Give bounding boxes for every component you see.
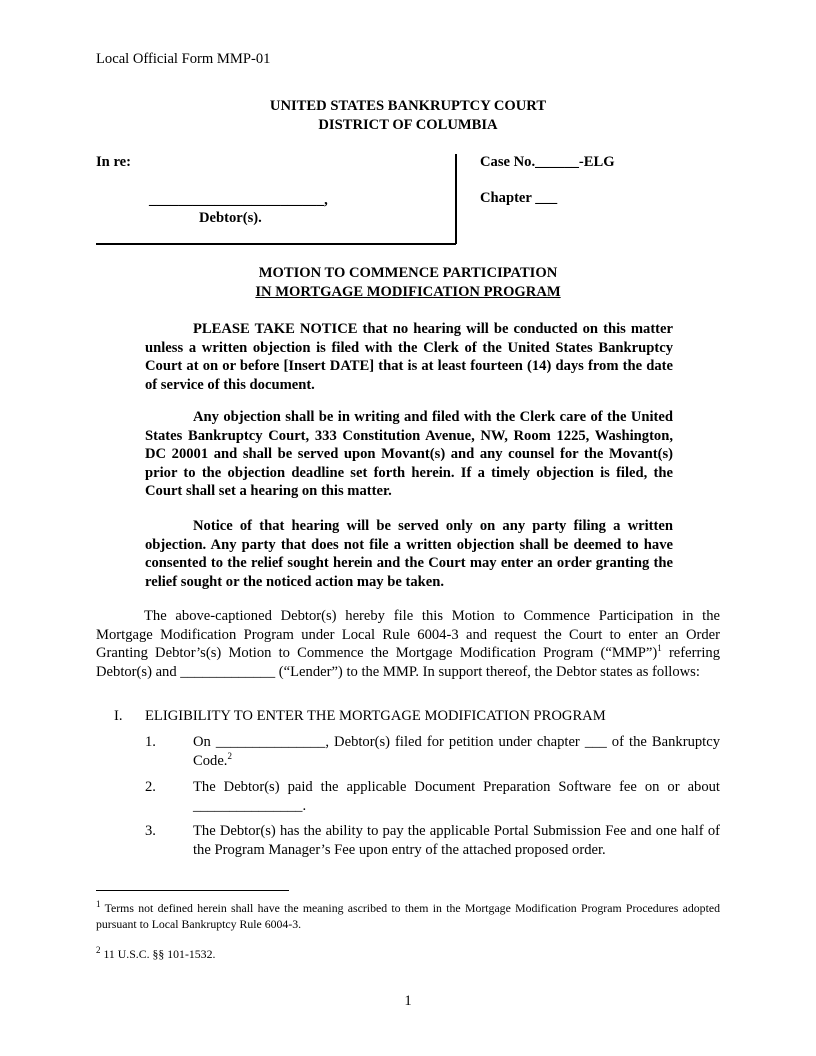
list-item [145,822,720,859]
court-district: DISTRICT OF COLUMBIA [318,117,498,133]
footnote-text: 11 U.S.C. §§ 101-1532. [103,947,216,961]
chapter-label: Chapter [480,190,532,206]
footnote-text: Terms not defined herein shall have the meaning ascribed to them in the Mortgage Modification Program Procedures adopted pursuant to Local Bankruptcy Rule 6004-3. [96,901,720,931]
chapter [480,189,557,208]
debtor-name-blank: ________________________, [149,192,328,208]
court-name: UNITED STATES BANKRUPTCY COURT [269,98,547,114]
intro-text-part2: referring Debtor(s) and _____________ (“Lender”) to the MMP. In support thereof, the Debtor states as follows: [96,645,720,680]
list-item [145,733,720,770]
item-text: On _______________, Debtor(s) filed for petition under chapter ___ of the Bankruptcy Code. [193,734,720,769]
caption-bottom-rule [96,243,456,245]
footnote-mark: 2 [96,945,101,956]
caption-vertical-rule [455,154,457,244]
intro-paragraph [96,607,720,681]
item-text: The Debtor(s) paid the applicable Document Preparation Software fee on or about _______________. [193,779,720,814]
chapter-blank: ___ [535,190,558,206]
section-heading: ELIGIBILITY TO ENTER THE MORTGAGE MODIFICATION PROGRAM [145,708,606,724]
footnote-1 [96,900,720,932]
notice-paragraph-2: Any objection shall be in writing and filed with the Clerk care of the United States Bankruptcy Court, 333 Constitution Avenue, NW, Room 1225, Washington, DC 20001 and shall be served upon Movant(s) and any counsel for the Movant(s) prior to the objection deadline set forth herein. If a timely objection is filed, the Court shall set a hearing on this matter. [145,409,673,499]
case-no-label: Case No. [480,154,536,170]
list-item [145,778,720,815]
footnote-2 [96,946,720,962]
intro-text-part1: The above-captioned Debtor(s) hereby file this Motion to Commence Participation in the Mortgage Modification Program under Local Rule 6004-3 and request the Court to enter an Order Granting Debtor’s(s) Motion to Commence the Mortgage Modification Program (“MMP”) [96,608,720,661]
motion-title-line2: IN MORTGAGE MODIFICATION PROGRAM [255,284,561,300]
case-no-blank: ______ [535,154,579,170]
notice-paragraph-1: PLEASE TAKE NOTICE that no hearing will be conducted on this matter unless a written objection is filed with the Clerk of the United States Bankruptcy Court at on or before [Insert DATE] that is at least fourteen (14) days from the date of service of this document. [145,321,673,393]
item-text-wrap [193,733,720,770]
case-no-suffix: -ELG [578,154,615,170]
notice-paragraph-3: Notice of that hearing will be served only on any party filing a written objection. Any party that does not file a written objection shall be deemed to have consented to the relief sought herein and the Court may enter an order granting the relief sought or the noticed action may be taken. [145,518,673,590]
form-id: Local Official Form MMP-01 [96,51,271,67]
footnote-ref-2: 2 [227,750,232,761]
debtor-label: Debtor(s). [199,210,262,226]
case-number [480,153,615,172]
page-number: 1 [404,993,412,1009]
in-re-label: In re: [96,154,131,170]
footnote-separator [96,890,289,891]
section-numeral: I. [114,708,123,724]
item-number: 3. [145,823,156,839]
item-number: 1. [145,734,156,750]
item-text: The Debtor(s) has the ability to pay the applicable Portal Submission Fee and one half of the Program Manager’s Fee upon entry of the attached proposed order. [193,823,720,858]
item-number: 2. [145,779,156,795]
motion-title-line1: MOTION TO COMMENCE PARTICIPATION [258,265,558,281]
footnote-ref-1: 1 [657,643,662,654]
footnote-mark: 1 [96,899,101,910]
